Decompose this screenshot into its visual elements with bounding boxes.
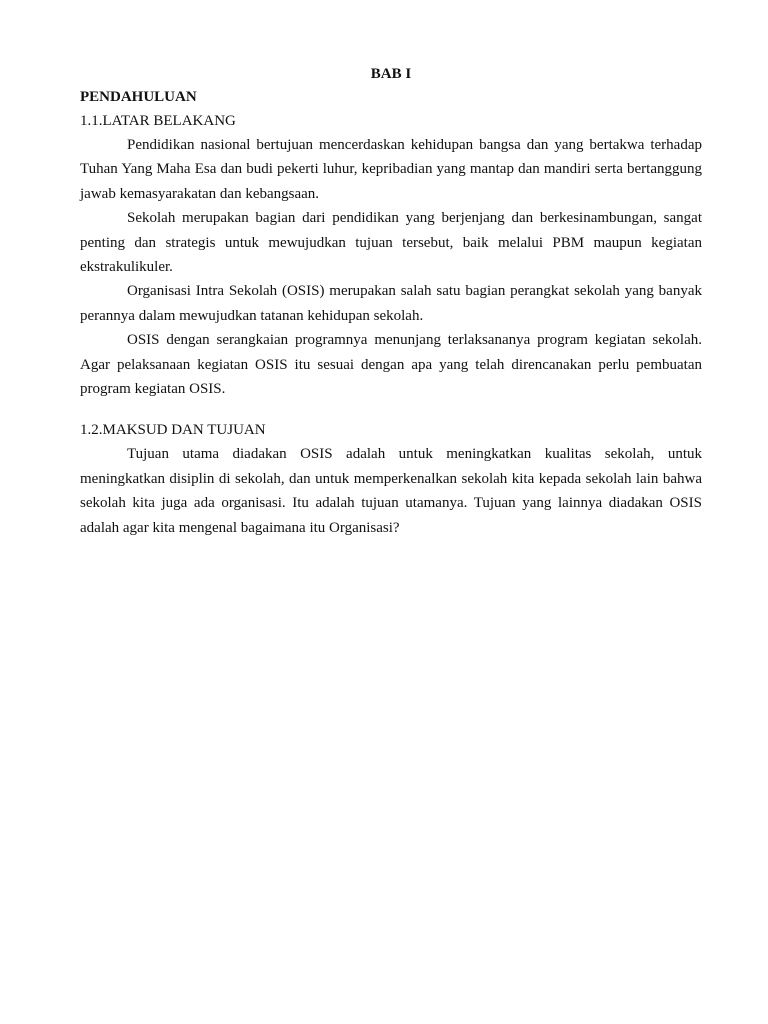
document-page [80,63,702,540]
section-heading-maksud-dan-tujuan: 1.2.MAKSUD DAN TUJUAN [80,422,266,439]
chapter-title: PENDAHULUAN [80,89,197,105]
paragraph: Sekolah merupakan bagian dari pendidikan yang berjenjang dan berkesinambungan, sangat penting dan strategis untuk mewujudkan tujuan tersebut, baik melalui PBM maupun kegiatan ekstrakulikuler. [80,210,702,276]
paragraph: OSIS dengan serangkaian programnya menunjang terlaksananya program kegiatan sekolah. Agar pelaksanaan kegiatan OSIS itu sesuai dengan apa yang telah direncanakan perlu pembuatan program kegiatan OSIS. [80,332,702,398]
chapter-label: BAB I [370,66,412,82]
paragraph: Tujuan utama diadakan OSIS adalah untuk meningkatkan kualitas sekolah, untuk meningkatkan disiplin di sekolah, dan untuk memperkenalkan sekolah kita kepada sekolah lain bahwa sekolah kita juga ada organisasi. Itu adalah tujuan utamanya. Tujuan yang lainnya diadakan OSIS adalah agar kita mengenal bagaimana itu Organisasi? [80,446,702,536]
paragraph: Pendidikan nasional bertujuan mencerdaskan kehidupan bangsa dan yang bertakwa terhadap Tuhan Yang Maha Esa dan budi pekerti luhur, kepribadian yang mantap dan mandiri serta bertanggung jawab kemasyarakatan dan kebangsaan. [80,137,702,202]
section-spacer [80,401,702,418]
section-heading-latar-belakang: 1.1.LATAR BELAKANG [80,113,236,129]
paragraph: Organisasi Intra Sekolah (OSIS) merupakan salah satu bagian perangkat sekolah yang banyak perannya dalam mewujudkan tatanan kehidupan sekolah. [80,283,702,324]
